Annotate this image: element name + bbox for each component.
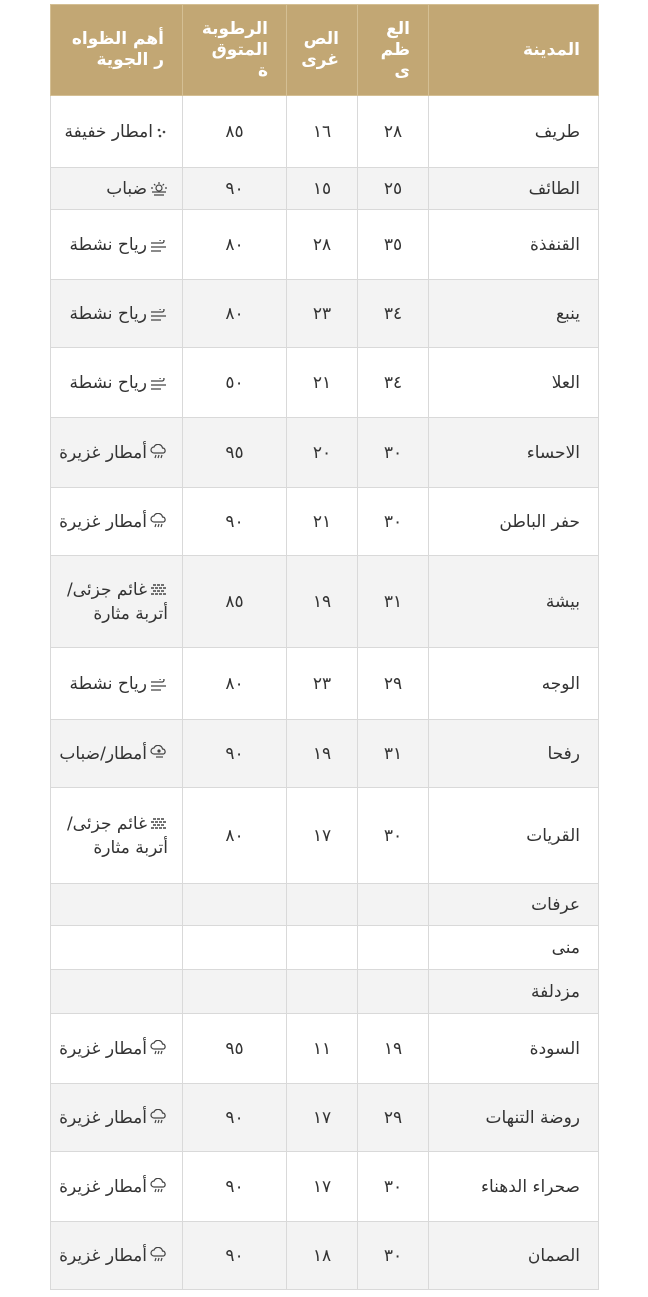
cell-city: مزدلفة [429, 970, 599, 1014]
cell-max: ٢٨ [358, 96, 429, 168]
cell-weather [51, 418, 183, 488]
cell-max: ٣٠ [358, 418, 429, 488]
cell-city: القنفذة [429, 210, 599, 280]
table-row [51, 720, 599, 788]
cell-min: ١٧ [287, 1084, 358, 1152]
cell-city: الطائف [429, 168, 599, 210]
cell-humidity: ٨٠ [183, 210, 287, 280]
cell-min: ٢٣ [287, 648, 358, 720]
cell-weather [51, 648, 183, 720]
cell-max: ٢٩ [358, 648, 429, 720]
cell-weather [51, 96, 183, 168]
cell-city: عرفات [429, 884, 599, 926]
cell-min: ١٧ [287, 788, 358, 884]
cell-weather [51, 168, 183, 210]
cell-weather [51, 348, 183, 418]
table-row [51, 348, 599, 418]
cell-weather [51, 556, 183, 648]
cell-humidity: ٨٥ [183, 556, 287, 648]
table-row [51, 280, 599, 348]
cell-humidity [183, 926, 287, 970]
weather-text: أمطار غزيرة [59, 442, 147, 463]
cell-max: ٣١ [358, 556, 429, 648]
table-header-row [51, 5, 599, 96]
cell-max: ٣٠ [358, 488, 429, 556]
cell-weather [51, 970, 183, 1014]
cell-humidity: ٩٠ [183, 1152, 287, 1222]
heavy-rain-icon [150, 444, 168, 460]
weather-text: غائم جزئى/أتربة مثارة [66, 579, 168, 624]
cell-humidity: ٩٠ [183, 488, 287, 556]
table-row [51, 884, 599, 926]
wind-icon [150, 679, 168, 691]
weather-text: رياح نشطة [69, 673, 147, 694]
cell-max: ٣٥ [358, 210, 429, 280]
table-row [51, 168, 599, 210]
cell-max [358, 926, 429, 970]
wind-icon [150, 240, 168, 252]
cell-min: ٢٨ [287, 210, 358, 280]
dust-icon [150, 583, 168, 597]
cell-min: ١٩ [287, 556, 358, 648]
cell-max [358, 970, 429, 1014]
cell-max: ٣٠ [358, 1222, 429, 1290]
cell-humidity: ٨٠ [183, 648, 287, 720]
cell-min [287, 926, 358, 970]
cell-city: الوجه [429, 648, 599, 720]
cell-weather [51, 1084, 183, 1152]
cell-weather [51, 280, 183, 348]
light-rain-icon [156, 127, 168, 139]
cell-city: حفر الباطن [429, 488, 599, 556]
cell-weather [51, 720, 183, 788]
weather-text: امطار خفيفة [64, 121, 153, 142]
cell-humidity: ٨٠ [183, 788, 287, 884]
weather-text: أمطار غزيرة [59, 1245, 147, 1266]
cell-weather [51, 1222, 183, 1290]
wind-icon [150, 309, 168, 321]
cell-city: العلا [429, 348, 599, 418]
table-row [51, 926, 599, 970]
cell-min [287, 884, 358, 926]
weather-text: أمطار غزيرة [59, 1107, 147, 1128]
cell-min: ٢١ [287, 348, 358, 418]
table-row [51, 418, 599, 488]
weather-table-container [50, 4, 598, 1290]
cell-weather [51, 926, 183, 970]
cell-min: ١٨ [287, 1222, 358, 1290]
cell-min: ١٩ [287, 720, 358, 788]
cell-min: ١٥ [287, 168, 358, 210]
weather-text: رياح نشطة [69, 234, 147, 255]
cell-humidity: ٩٠ [183, 1084, 287, 1152]
cell-min: ١٦ [287, 96, 358, 168]
table-row [51, 1222, 599, 1290]
table-row [51, 1084, 599, 1152]
weather-text: أمطار غزيرة [59, 1176, 147, 1197]
header-min: الص غرى [287, 5, 358, 96]
cell-city: صحراء الدهناء [429, 1152, 599, 1222]
cell-weather [51, 788, 183, 884]
header-humidity: الرطوبة المتوق ة [183, 5, 287, 96]
table-row [51, 1152, 599, 1222]
table-row [51, 788, 599, 884]
cell-city: الصمان [429, 1222, 599, 1290]
cell-max: ٣٤ [358, 280, 429, 348]
cell-min: ٢١ [287, 488, 358, 556]
cell-weather [51, 488, 183, 556]
weather-table [50, 4, 599, 1290]
weather-text: أمطار/ضباب [59, 743, 147, 764]
table-row [51, 96, 599, 168]
cell-city: رفحا [429, 720, 599, 788]
cell-city: بيشة [429, 556, 599, 648]
table-row [51, 556, 599, 648]
table-row [51, 210, 599, 280]
cell-max: ٣٤ [358, 348, 429, 418]
cell-city: ينبع [429, 280, 599, 348]
table-row [51, 1014, 599, 1084]
cell-max: ٣١ [358, 720, 429, 788]
fog-icon [150, 182, 168, 196]
header-max: الع ظم ى [358, 5, 429, 96]
heavy-rain-icon [150, 1247, 168, 1263]
heavy-rain-icon [150, 513, 168, 529]
cell-max [358, 884, 429, 926]
table-body [51, 96, 599, 1290]
wind-icon [150, 378, 168, 390]
cell-city: القريات [429, 788, 599, 884]
cell-max: ٣٠ [358, 1152, 429, 1222]
weather-text: رياح نشطة [69, 303, 147, 324]
table-row [51, 648, 599, 720]
weather-text: أمطار غزيرة [59, 1038, 147, 1059]
cell-humidity [183, 884, 287, 926]
weather-text: أمطار غزيرة [59, 511, 147, 532]
cell-city: الاحساء [429, 418, 599, 488]
table-row [51, 970, 599, 1014]
cell-city: منى [429, 926, 599, 970]
cell-max: ٣٠ [358, 788, 429, 884]
cell-humidity: ٥٠ [183, 348, 287, 418]
heavy-rain-icon [150, 1040, 168, 1056]
cell-humidity: ٨٥ [183, 96, 287, 168]
cell-weather [51, 884, 183, 926]
weather-text: رياح نشطة [69, 372, 147, 393]
cell-min: ١١ [287, 1014, 358, 1084]
cell-min: ٢٠ [287, 418, 358, 488]
cell-humidity: ٩٠ [183, 720, 287, 788]
weather-text: غائم جزئى/أتربة مثارة [66, 813, 168, 858]
cell-humidity: ٨٠ [183, 280, 287, 348]
cell-weather [51, 1014, 183, 1084]
header-weather: أهم الظواه ر الجوية [51, 5, 183, 96]
table-row [51, 488, 599, 556]
cell-weather [51, 210, 183, 280]
cell-min: ٢٣ [287, 280, 358, 348]
cell-humidity: ٩٥ [183, 1014, 287, 1084]
rain-fog-icon [150, 745, 168, 761]
cell-weather [51, 1152, 183, 1222]
cell-humidity: ٩٠ [183, 1222, 287, 1290]
heavy-rain-icon [150, 1178, 168, 1194]
cell-humidity: ٩٠ [183, 168, 287, 210]
header-city: المدينة [429, 5, 599, 96]
cell-humidity: ٩٥ [183, 418, 287, 488]
cell-min: ١٧ [287, 1152, 358, 1222]
heavy-rain-icon [150, 1109, 168, 1125]
cell-min [287, 970, 358, 1014]
cell-city: طريف [429, 96, 599, 168]
weather-text: ضباب [106, 178, 147, 199]
cell-max: ٢٩ [358, 1084, 429, 1152]
cell-max: ١٩ [358, 1014, 429, 1084]
cell-city: روضة التنهات [429, 1084, 599, 1152]
cell-city: السودة [429, 1014, 599, 1084]
cell-humidity [183, 970, 287, 1014]
dust-icon [150, 817, 168, 831]
cell-max: ٢٥ [358, 168, 429, 210]
